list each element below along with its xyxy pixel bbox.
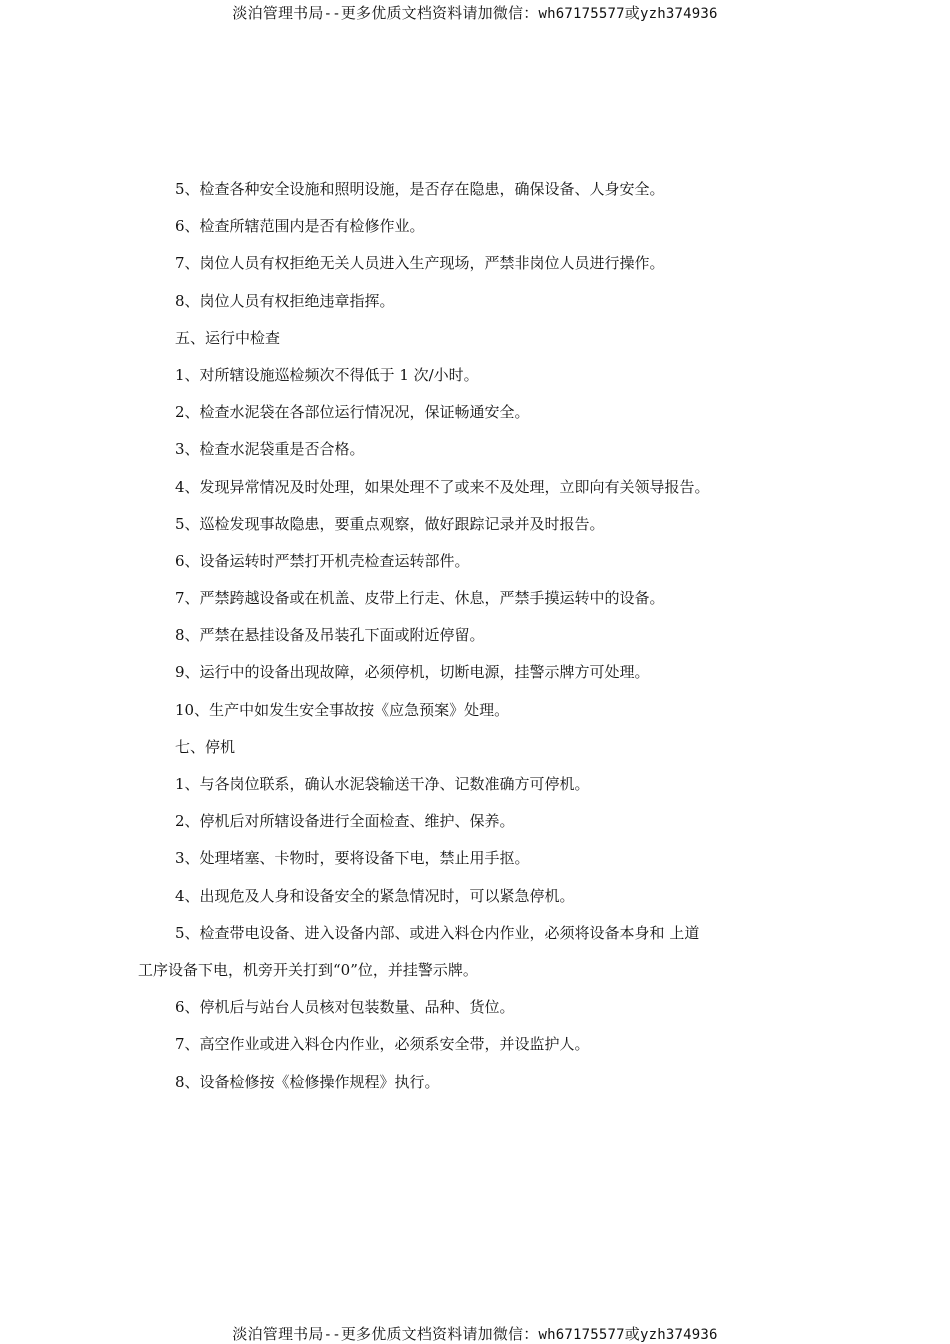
footer-wechat-id-1: wh67175577 [538, 1327, 625, 1343]
page-footer [0, 1323, 950, 1344]
body-line: 5、巡检发现事故隐患，要重点观察，做好跟踪记录并及时报告。 [175, 514, 605, 533]
section-heading-shutdown: 七、停机 [175, 737, 236, 756]
body-line: 2、检查水泥袋在各部位运行情况况，保证畅通安全。 [175, 403, 530, 422]
body-line: 6、检查所辖范围内是否有检修作业。 [175, 217, 425, 236]
body-line: 10、生产中如发生安全事故按《应急预案》处理。 [175, 700, 510, 719]
body-line: 7、严禁跨越设备或在机盖、皮带上行走、休息，严禁手摸运转中的设备。 [175, 589, 665, 608]
header-publisher: 淡泊管理书局 [232, 4, 324, 22]
header-contact-text: 更多优质文档资料请加微信： [340, 4, 539, 22]
body-line: 7、高空作业或进入料仓内作业，必须系安全带，并设监护人。 [175, 1035, 590, 1054]
document-body [138, 171, 793, 1101]
footer-or: 或 [624, 1325, 640, 1343]
header-wechat-id-2: yzh374936 [639, 6, 718, 22]
body-line: 9、运行中的设备出现故障，必须停机，切断电源，挂警示牌方可处理。 [175, 663, 650, 682]
body-line: 8、严禁在悬挂设备及吊装孔下面或附近停留。 [175, 626, 485, 645]
body-line: 1、与各岗位联系，确认水泥袋输送干净、记数准确方可停机。 [175, 775, 590, 793]
body-line: 4、发现异常情况及时处理，如果处理不了或来不及处理，立即向有关领导报告。 [175, 477, 710, 496]
body-line: 6、停机后与站台人员核对包装数量、品种、货位。 [175, 998, 515, 1017]
footer-contact-text: 更多优质文档资料请加微信： [340, 1325, 539, 1343]
section-heading-running-check: 五、运行中检查 [175, 328, 281, 347]
body-line: 7、岗位人员有权拒绝无关人员进入生产现场，严禁非岗位人员进行操作。 [175, 254, 665, 273]
body-line: 6、设备运转时严禁打开机壳检查运转部件。 [175, 551, 470, 570]
page-header [0, 2, 950, 23]
body-line: 8、设备检修按《检修操作规程》执行。 [175, 1072, 440, 1091]
body-line: 5、检查各种安全设施和照明设施，是否存在隐患，确保设备、人身安全。 [175, 180, 665, 198]
body-line: 1、对所辖设施巡检频次不得低于 1 次/小时。 [175, 365, 479, 384]
body-line: 2、停机后对所辖设备进行全面检查、维护、保养。 [175, 812, 515, 831]
header-wechat-id-1: wh67175577 [538, 6, 625, 22]
body-line: 4、出现危及人身和设备安全的紧急情况时，可以紧急停机。 [175, 886, 575, 905]
header-dashes: -- [323, 6, 341, 22]
header-or: 或 [624, 4, 640, 22]
footer-publisher: 淡泊管理书局 [232, 1325, 324, 1343]
body-line: 3、检查水泥袋重是否合格。 [175, 440, 365, 459]
footer-dashes: -- [323, 1327, 341, 1343]
body-line: 3、处理堵塞、卡物时，要将设备下电，禁止用手抠。 [175, 849, 530, 868]
body-line: 8、岗位人员有权拒绝违章指挥。 [175, 291, 395, 310]
body-line-continuation: 工序设备下电，机旁开关打到“0”位，并挂警示牌。 [138, 960, 478, 979]
footer-wechat-id-2: yzh374936 [639, 1327, 718, 1343]
body-line: 5、检查带电设备、进入设备内部、或进入料仓内作业，必须将设备本身和 上道 [175, 923, 700, 942]
